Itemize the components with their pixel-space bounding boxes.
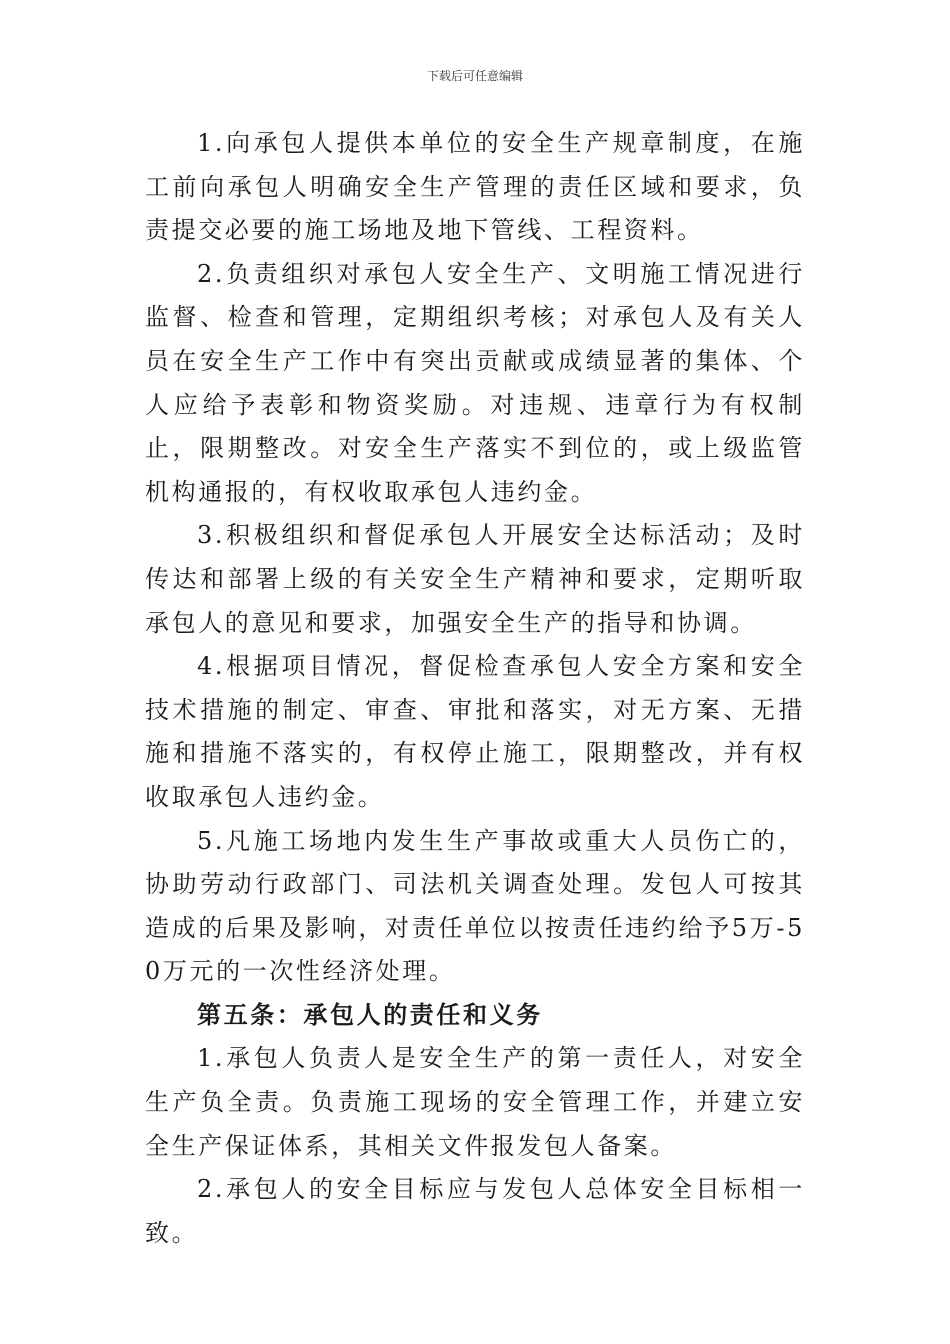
paragraph-item-1: 1.向承包人提供本单位的安全生产规章制度，在施工前向承包人明确安全生产管理的责任区域和要求，负责提交必要的施工场地及地下管线、工程资料。 (145, 129, 805, 245)
paragraph-item-3: 3.积极组织和督促承包人开展安全达标活动；及时传达和部署上级的有关安全生产精神和要求，定期听取承包人的意见和要求，加强安全生产的指导和协调。 (145, 521, 805, 637)
paragraph-item-2: 2.负责组织对承包人安全生产、文明施工情况进行监督、检查和管理，定期组织考核；对承包人及有关人员在安全生产工作中有突出贡献或成绩显著的集体、个人应给予表彰和物资奖励。对违规、违章行为有权制止，限期整改。对安全生产落实不到位的，或上级监管机构通报的，有权收取承包人违约金。 (145, 259, 805, 506)
document-body (145, 122, 805, 1255)
section-heading: 第五条：承包人的责任和义务 (197, 1000, 543, 1029)
page-header: 下载后可任意编辑 (426, 69, 523, 83)
section-paragraph-1: 1.承包人负责人是安全生产的第一责任人，对安全生产负全责。负责施工现场的安全管理工作，并建立安全生产保证体系，其相关文件报发包人备案。 (145, 1044, 805, 1160)
section-paragraph-2: 2.承包人的安全目标应与发包人总体安全目标相一致。 (145, 1175, 805, 1247)
paragraph-item-4: 4.根据项目情况，督促检查承包人安全方案和安全技术措施的制定、审查、审批和落实，对无方案、无措施和措施不落实的，有权停止施工，限期整改，并有权收取承包人违约金。 (145, 652, 805, 811)
paragraph-item-5: 5.凡施工场地内发生生产事故或重大人员伤亡的，协助劳动行政部门、司法机关调查处理。发包人可按其造成的后果及影响，对责任单位以按责任违约给予5万-50万元的一次性经济处理。 (145, 826, 805, 986)
